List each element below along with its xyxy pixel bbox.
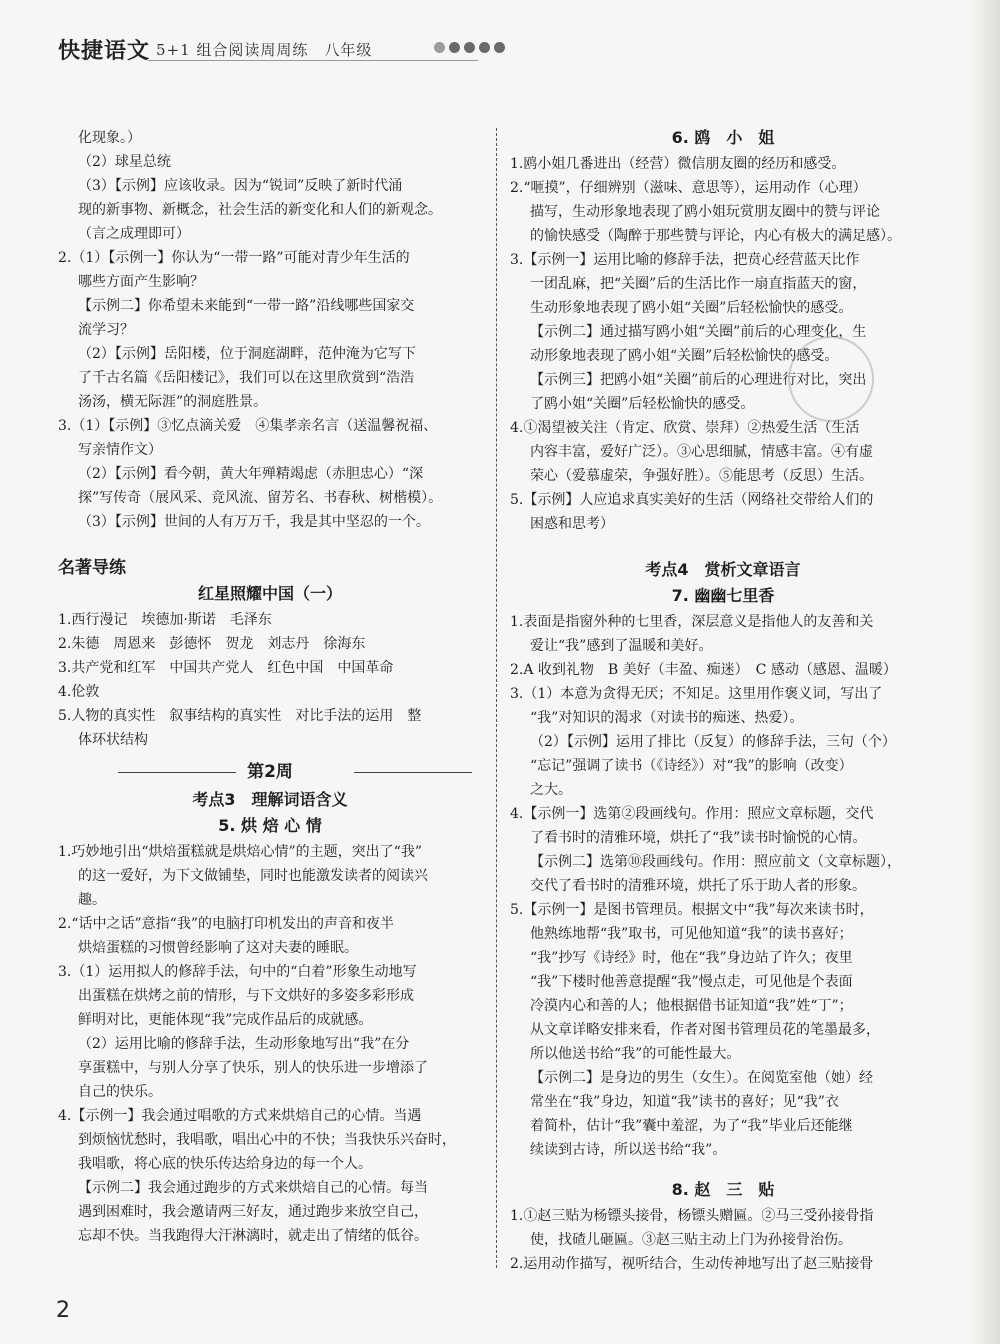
answer-line: 到烦恼忧愁时，我唱歌，唱出心中的不快；当我快乐兴奋时，: [78, 1132, 456, 1148]
answer-line: （2）【示例】岳阳楼，位于洞庭湖畔，范仲淹为它写下: [78, 346, 416, 362]
article-7-title: 7. 幽幽七里香: [671, 586, 775, 605]
answer-line: 汤汤，横无际涯”的洞庭胜景。: [78, 394, 268, 410]
answer-line: 化现象。）: [78, 130, 141, 146]
answer-line: 忘却不快。当我跑得大汗淋漓时，就走出了情绪的低谷。: [78, 1228, 428, 1244]
hongxing-answers: [58, 608, 482, 752]
article-8-answers: [510, 1204, 936, 1276]
answer-line: 之大。: [530, 782, 572, 798]
answer-line: 5.【示例】人应追求真实美好的生活（网络社交带给人们的: [510, 492, 874, 508]
answer-line: 3.【示例一】运用比喻的修辞手法，把贲心经营蓝天比作: [510, 252, 860, 268]
answer-line: 动形象地表现了鸥小姐“关圈”后轻松愉快的感受。: [530, 348, 839, 364]
answer-line: 4.伦敦: [58, 684, 100, 700]
dot-icon: [464, 42, 475, 53]
answer-line: 遇到困难时，我会邀请两三好友，通过跑步来放空自己，: [78, 1204, 428, 1220]
answer-line: 2.“话中之话”意指“我”的电脑打印机发出的声音和夜半: [58, 916, 394, 932]
dot-icon: [434, 42, 445, 53]
answer-line: “我”下楼时他善意提醒“我”慢点走，可见他是个表面: [530, 974, 853, 990]
week-divider: [58, 760, 482, 786]
answer-line: 的这一爱好，为下文做铺垫，同时也能激发读者的阅读兴: [78, 868, 428, 884]
answer-line: （言之成理即可）: [78, 226, 190, 242]
brand-title: 快捷语文: [58, 39, 151, 64]
section-heading-mingzhu: 名著导练: [58, 558, 126, 578]
kaodian-4-heading: 考点4 赏析文章语言: [645, 560, 801, 579]
answer-line: 【示例二】通过描写鸥小姐“关圈”前后的心理变化，生: [530, 324, 867, 340]
answer-line: 【示例二】是身边的男生（女生）。在阅览室他（她）经: [530, 1070, 873, 1086]
answer-line: 现的新事物、新概念，社会生活的新变化和人们的新观念。: [78, 202, 442, 218]
answer-line: 冷漠内心和善的人；他根据借书证知道“我”姓“丁”；: [530, 998, 853, 1014]
answer-line: 鲜明对比，更能体现“我”完成作品后的成就感。: [78, 1012, 373, 1028]
answer-line: 【示例二】我会通过跑步的方式来烘焙自己的心情。每当: [78, 1180, 428, 1196]
answer-line: 出蛋糕在烘烤之前的情形，与下文烘好的多姿多彩形成: [78, 988, 414, 1004]
answer-line: 2.朱德 周恩来 彭德怀 贺龙 刘志丹 徐海东: [58, 636, 366, 652]
answer-line: 1.鸥小姐几番进出（经营）微信朋友圈的经历和感受。: [510, 156, 846, 172]
answer-line: 享蛋糕中，与别人分享了快乐，别人的快乐进一步增添了: [78, 1060, 428, 1076]
answer-line: 着简朴，估计“我”囊中羞涩，为了“我”毕业后还能继: [530, 1118, 853, 1134]
article-5-answers: [58, 840, 482, 1248]
answer-line: 了看书时的清雅环境，烘托了“我”读书时愉悦的心情。: [530, 830, 867, 846]
week-rule-right: [354, 772, 472, 773]
answer-line: 了鸥小姐“关圈”后轻松愉快的感受。: [530, 396, 755, 412]
answer-line: （3）【示例】应该收录。因为“锐词”反映了新时代涌: [78, 178, 403, 194]
answer-line: 烘焙蛋糕的习惯曾经影响了这对夫妻的睡眠。: [78, 940, 358, 956]
watermark-outline: [115, 1075, 226, 1219]
decorative-dots: [434, 42, 505, 53]
answer-line: 常坐在“我”身边，知道“我”读书的喜好；见“我”衣: [530, 1094, 839, 1110]
answer-line: 自己的快乐。: [78, 1084, 162, 1100]
answer-line: 3.（1）本意为贪得无厌；不知足。这里用作褒义词，写出了: [510, 686, 883, 702]
answer-line: （2）【示例】看今朝，黄大年殚精竭虑（赤胆忠心）“深: [78, 466, 424, 482]
header-rule: [148, 60, 478, 61]
dot-icon: [494, 42, 505, 53]
answer-line: 困惑和思考）: [530, 516, 614, 532]
column-divider: [496, 128, 497, 1268]
answer-line: 探”写传奇（展风采、竞风流、留芳名、书春秋、树楷模）。: [78, 490, 443, 506]
article-6-answers: [510, 152, 936, 536]
page-number: 2: [56, 1298, 70, 1323]
answer-line: 1.表面是指窗外种的七里香，深层意义是指他人的友善和关: [510, 614, 874, 630]
answer-line: 体环状结构: [78, 732, 148, 748]
answer-line: “我”抄写《诗经》时，他在“我”身边站了许久；夜里: [530, 950, 853, 966]
right-column: [510, 126, 936, 1276]
article-5-title: 5. 烘 焙 心 情: [218, 816, 322, 835]
dot-icon: [449, 42, 460, 53]
answer-line: 【示例二】选第⑩段画线句。作用：照应前文（文章标题），: [530, 854, 901, 870]
answer-line: 1.巧妙地引出“烘焙蛋糕就是烘焙心情”的主题，突出了“我”: [58, 844, 422, 860]
answer-line: 生动形象地表现了鸥小姐“关圈”后轻松愉快的感受。: [530, 300, 853, 316]
answer-line: 5.人物的真实性 叙事结构的真实性 对比手法的运用 整: [58, 708, 422, 724]
answer-line: （3）【示例】世间的人有万万千，我是其中坚忍的一个。: [78, 514, 430, 530]
answer-line: （2）球星总统: [78, 154, 171, 170]
answer-line: 使，找碴儿砸匾。③赵三贴主动上门为孙接骨治伤。: [530, 1232, 852, 1248]
torn-page-edge: [968, 0, 1000, 1344]
answer-line: 4.【示例一】我会通过唱歌的方式来烘焙自己的心情。当遇: [58, 1108, 422, 1124]
week-label: 第2周: [247, 762, 293, 782]
answer-line: 续读到古诗，所以送书给“我”。: [530, 1142, 727, 1158]
answer-line: 3.（1）【示例】③忆点滴关爱 ④集孝亲名言（送温馨祝福、: [58, 418, 438, 434]
article-8-title: 8. 赵 三 贴: [671, 1180, 775, 1199]
answer-line: 流学习？: [78, 322, 134, 338]
answer-line: 内容丰富，爱好广泛）。③心思细腻，情感丰富。④有虚: [530, 444, 873, 460]
dot-icon: [479, 42, 490, 53]
book-subtitle: 5+1 组合阅读周周练 八年级: [156, 41, 373, 59]
answer-line: 2.“咂摸”，仔细辨别（滋味、意思等），运用动作（心理）: [510, 180, 867, 196]
answer-line: 4.【示例一】选第②段画线句。作用：照应文章标题，交代: [510, 806, 874, 822]
answer-line: 荣心（爱慕虚荣，争强好胜）。⑤能思考（反思）生活。: [530, 468, 873, 484]
answer-line: 3.共产党和红军 中国共产党人 红色中国 中国革命: [58, 660, 394, 676]
answer-line: 所以他送书给“我”的可能性最大。: [530, 1046, 741, 1062]
answer-line: 2.A 收到礼物 B 美好（丰盈、痴迷） C 感动（感恩、温暖）: [510, 662, 897, 678]
answer-line: （2）【示例】运用了排比（反复）的修辞手法，三句（个）: [530, 734, 896, 750]
answer-line: 1.西行漫记 埃德加·斯诺 毛泽东: [58, 612, 272, 628]
answer-line: 写亲情作文）: [78, 442, 162, 458]
answer-line: 2.运用动作描写，视听结合，生动传神地写出了赵三贴接骨: [510, 1256, 874, 1272]
answer-line: 爱让“我”感到了温暖和美好。: [530, 638, 713, 654]
answer-line: 描写，生动形象地表现了鸥小姐玩赏朋友圈中的赞与评论: [530, 204, 880, 220]
article-7-answers: [510, 610, 936, 1162]
answer-line: 的愉快感受（陶醉于那些赞与评论，内心有极大的满足感）。: [530, 228, 901, 244]
answer-line: 1.①赵三贴为杨镖头接骨，杨镖头赠匾。②马三受孙接骨指: [510, 1208, 874, 1224]
answer-line: 一团乱麻，把“关圈”后的生活比作一扇直指蓝天的窗，: [530, 276, 867, 292]
answer-line: 哪些方面产生影响？: [78, 274, 204, 290]
book-title-hongxing: 红星照耀中国（一）: [197, 584, 342, 603]
kaodian-3-heading: 考点3 理解词语含义: [192, 790, 348, 809]
answer-line: “我”对知识的渴求（对读书的痴迷、热爱）。: [530, 710, 804, 726]
answer-line: 他熟练地帮“我”取书，可见他知道“我”的读书喜好；: [530, 926, 853, 942]
left-column: [58, 126, 482, 1248]
answer-line: 【示例二】你希望未来能到“一带一路”沿线哪些国家交: [78, 298, 415, 314]
answer-line: 从文章详略安排来看，作者对图书管理员花的笔墨最多，: [530, 1022, 880, 1038]
answer-line: （2）运用比喻的修辞手法，生动形象地写出“我”在分: [78, 1036, 410, 1052]
answer-line: 趣。: [78, 892, 106, 908]
answer-line: 【示例三】把鸥小姐“关圈”前后的心理进行对比，突出: [530, 372, 867, 388]
answer-line: 了千古名篇《岳阳楼记》，我们可以在这里欣赏到“浩浩: [78, 370, 415, 386]
answer-line: 4.①渴望被关注（肯定、欣赏、崇拜）②热爱生活（生活: [510, 420, 860, 436]
article-6-title: 6. 鸥 小 姐: [671, 128, 775, 147]
answer-line: 5.【示例一】是图书管理员。根据文中“我”每次来读书时，: [510, 902, 874, 918]
answer-line: 2.（1）【示例一】你认为“一带一路”可能对青少年生活的: [58, 250, 410, 266]
answer-line: 我唱歌，将心底的快乐传达给身边的每一个人。: [78, 1156, 372, 1172]
answers-continued: [58, 126, 482, 534]
answer-line: 3.（1）运用拟人的修辞手法，句中的“白着”形象生动地写: [58, 964, 417, 980]
answer-line: 交代了看书时的清雅环境，烘托了乐于助人者的形象。: [530, 878, 866, 894]
answer-line: “忘记”强调了读书（《诗经》）对“我”的影响（改变）: [530, 758, 853, 774]
